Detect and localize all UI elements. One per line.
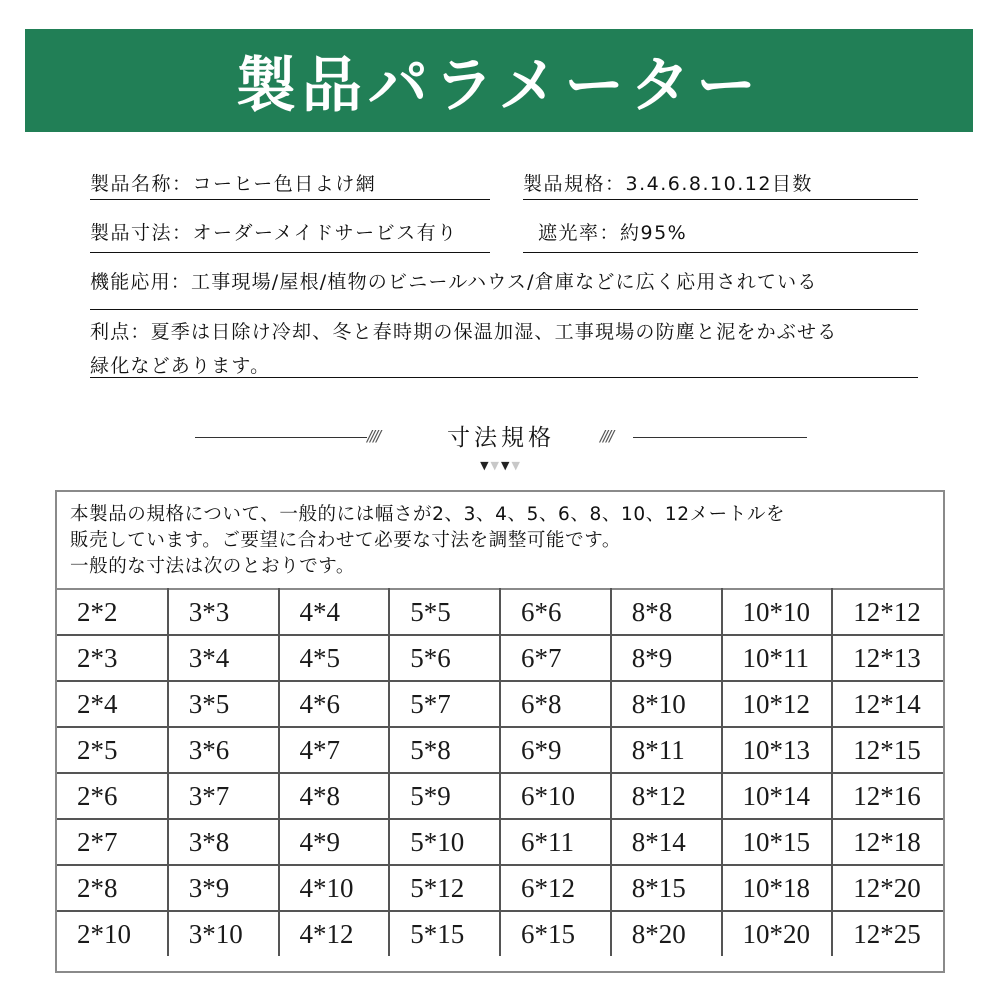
size-cell: 3*10 [168,911,279,956]
decorative-line [633,437,807,438]
size-cell: 5*9 [389,773,500,819]
size-cell: 3*3 [168,589,279,635]
size-cell: 8*11 [611,727,722,773]
shading-rate: 遮光率：約95% [538,222,688,244]
size-cell: 12*20 [832,865,943,911]
size-cell: 4*5 [279,635,390,681]
size-table-box [55,490,945,973]
size-cell: 3*6 [168,727,279,773]
size-cell: 5*10 [389,819,500,865]
title-banner [25,29,973,132]
table-row [57,865,943,911]
size-cell: 4*10 [279,865,390,911]
size-cell: 10*12 [722,681,833,727]
size-cell: 10*15 [722,819,833,865]
product-benefit-line1: 利点：夏季は日除け冷却、冬と春時期の保温加湿、工事現場の防塵と泥をかぶせる [90,321,838,343]
size-cell: 10*14 [722,773,833,819]
table-row [57,635,943,681]
triangle-indicators [195,459,807,472]
size-grid [57,588,943,956]
size-cell: 2*3 [57,635,168,681]
triangle-down-icon: ▼ [480,459,491,472]
hatch-icon: //// [367,427,380,445]
size-cell: 5*15 [389,911,500,956]
size-cell: 8*20 [611,911,722,956]
divider [90,309,918,310]
banner-title: 製品パラメーター [235,50,763,121]
size-cell: 8*14 [611,819,722,865]
size-cell: 12*18 [832,819,943,865]
size-cell: 4*4 [279,589,390,635]
size-cell: 6*12 [500,865,611,911]
size-cell: 6*7 [500,635,611,681]
size-cell: 12*12 [832,589,943,635]
size-cell: 12*16 [832,773,943,819]
size-cell: 5*7 [389,681,500,727]
table-row [57,819,943,865]
size-cell: 5*5 [389,589,500,635]
size-cell: 8*8 [611,589,722,635]
divider [523,252,918,253]
size-section-header [195,415,807,475]
product-name: 製品名称：コーヒー色日よけ網 [90,173,377,195]
size-cell: 4*12 [279,911,390,956]
size-cell: 4*8 [279,773,390,819]
size-cell: 6*11 [500,819,611,865]
size-cell: 10*10 [722,589,833,635]
size-cell: 4*6 [279,681,390,727]
size-cell: 10*11 [722,635,833,681]
intro-line: 一般的な寸法は次のとおりです。 [70,556,356,577]
section-title: 寸法規格 [447,425,555,451]
table-row [57,911,943,956]
size-cell: 4*7 [279,727,390,773]
product-benefit-line2: 緑化などあります。 [90,355,271,377]
size-cell: 2*6 [57,773,168,819]
size-cell: 3*7 [168,773,279,819]
triangle-down-icon: ▼ [511,459,522,472]
size-cell: 6*15 [500,911,611,956]
product-size: 製品寸法：オーダーメイドサービス有り [90,222,458,244]
divider [90,252,490,253]
triangle-down-icon: ▼ [501,459,512,472]
divider [90,377,918,378]
size-cell: 3*5 [168,681,279,727]
size-cell: 12*14 [832,681,943,727]
size-cell: 10*18 [722,865,833,911]
size-cell: 8*12 [611,773,722,819]
size-cell: 2*7 [57,819,168,865]
size-cell: 2*8 [57,865,168,911]
intro-line: 販売しています。ご要望に合わせて必要な寸法を調整可能です。 [70,530,621,551]
triangle-down-icon: ▼ [490,459,501,472]
size-cell: 2*4 [57,681,168,727]
table-row [57,727,943,773]
table-row [57,681,943,727]
size-cell: 3*4 [168,635,279,681]
size-cell: 12*15 [832,727,943,773]
size-cell: 5*6 [389,635,500,681]
size-cell: 4*9 [279,819,390,865]
size-cell: 2*5 [57,727,168,773]
size-cell: 8*9 [611,635,722,681]
size-cell: 2*2 [57,589,168,635]
size-cell: 10*20 [722,911,833,956]
size-cell: 12*25 [832,911,943,956]
product-usage: 機能応用：工事現場/屋根/植物のビニールハウス/倉庫などに広く応用されている [90,271,818,293]
size-intro [70,502,940,580]
size-cell: 8*15 [611,865,722,911]
size-cell: 6*9 [500,727,611,773]
size-cell: 6*10 [500,773,611,819]
size-cell: 6*8 [500,681,611,727]
table-row [57,773,943,819]
table-row [57,589,943,635]
size-cell: 8*10 [611,681,722,727]
size-cell: 5*12 [389,865,500,911]
size-cell: 5*8 [389,727,500,773]
size-cell: 3*8 [168,819,279,865]
size-cell: 12*13 [832,635,943,681]
size-cell: 3*9 [168,865,279,911]
size-cell: 2*10 [57,911,168,956]
divider [90,199,490,200]
divider [523,199,918,200]
product-spec: 製品規格：3.4.6.8.10.12目数 [523,173,813,195]
size-cell: 6*6 [500,589,611,635]
size-cell: 10*13 [722,727,833,773]
hatch-icon: //// [600,427,613,445]
intro-line: 本製品の規格について、一般的には幅さが2、3、4、5、6、8、10、12メートルを [70,504,786,525]
